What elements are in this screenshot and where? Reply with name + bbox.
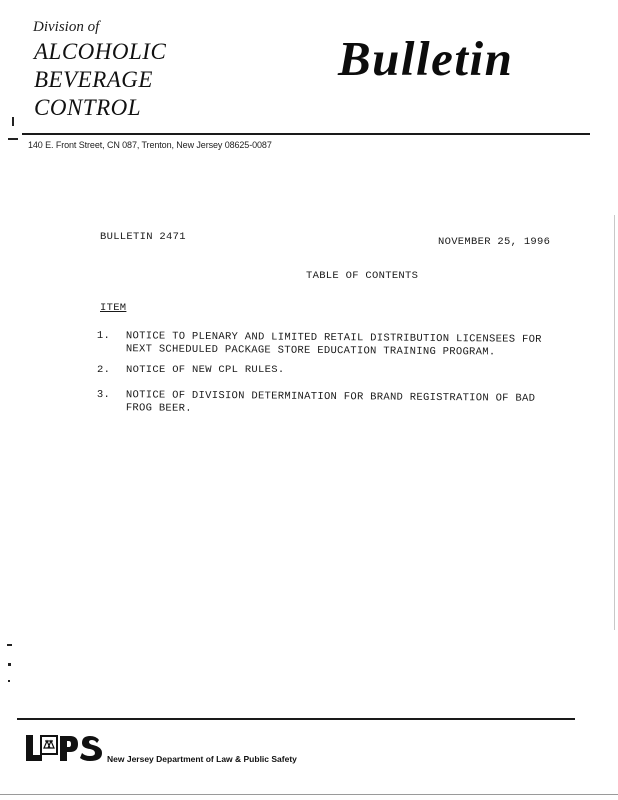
scan-speck	[8, 138, 18, 140]
scan-speck	[8, 680, 10, 682]
list-item	[97, 364, 597, 377]
list-item	[97, 330, 597, 359]
division-label: Division of	[33, 19, 100, 35]
agency-name-line-3: CONTROL	[34, 95, 142, 120]
scan-speck	[12, 117, 14, 126]
page-bottom-edge	[0, 794, 618, 795]
table-of-contents-heading: TABLE OF CONTENTS	[306, 270, 419, 282]
masthead-divider	[22, 133, 590, 135]
item-column-heading: ITEM	[100, 302, 127, 314]
list-item-text: NOTICE TO PLENARY AND LIMITED RETAIL DISTRIBUTION LICENSEES FOR NEXT SCHEDULED PACKAGE STORE EDUCATION TRAINING PROGRAM.	[125, 330, 542, 358]
list-item-number: 1.	[96, 330, 111, 343]
footer-divider	[17, 718, 575, 720]
scan-speck	[7, 644, 12, 646]
list-item-text: NOTICE OF NEW CPL RULES.	[126, 364, 285, 376]
list-item	[97, 389, 597, 418]
bulletin-date: NOVEMBER 25, 1996	[438, 236, 551, 248]
list-item-text: NOTICE OF DIVISION DETERMINATION FOR BRAND REGISTRATION OF BAD FROG BEER.	[125, 389, 536, 415]
department-name: New Jersey Department of Law & Public Safety	[107, 754, 297, 764]
list-item-number: 2.	[97, 364, 111, 376]
agency-name-line-1: ALCOHOLIC	[34, 39, 167, 64]
bulletin-number: BULLETIN 2471	[100, 231, 186, 243]
lps-logo	[24, 733, 104, 767]
agency-name-line-2: BEVERAGE	[34, 67, 153, 92]
scan-edge-line	[614, 215, 615, 630]
scan-speck	[8, 663, 11, 666]
address-line: 140 E. Front Street, CN 087, Trenton, New Jersey 08625-0087	[28, 140, 272, 150]
list-item-number: 3.	[96, 389, 111, 402]
bulletin-title: Bulletin	[338, 31, 514, 86]
